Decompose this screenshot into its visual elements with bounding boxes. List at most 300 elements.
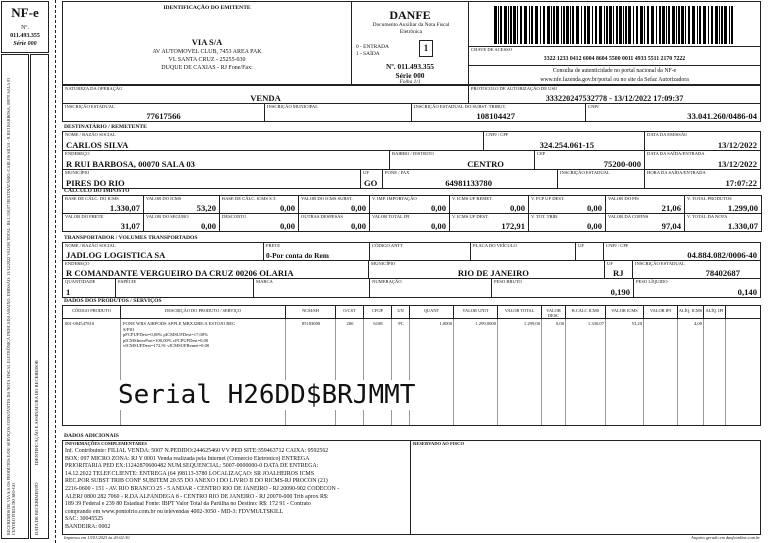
barcode-bar	[561, 6, 562, 44]
dest-endereco: R RUI BARBOSA, 00070 SALA 03	[66, 159, 195, 169]
table-cell: 1.299,00	[523, 321, 540, 326]
barcode-bar	[524, 6, 527, 44]
imposto-cell-label: V. IMP. IMPORTAÇÃO	[372, 196, 417, 201]
table-cell: 1.299,0000	[475, 321, 496, 326]
info-line: ALERJ 0800 282 7060 - R.DA ALFANDEGA 8 - CENTRO RIO DE JANEIRO - RJ 20070-000 Trib aprox R$:	[65, 493, 329, 500]
transp-mun-box	[368, 260, 605, 279]
adicionais-header: DADOS ADICIONAIS	[64, 433, 119, 439]
imposto-cell	[219, 195, 299, 214]
barcode-bar	[636, 6, 638, 44]
barcode-bar	[666, 6, 667, 44]
barcode-bar	[599, 6, 602, 44]
product-description-line: vICMSUFDest=172,91 vICMSUFRemet=0,00	[123, 343, 210, 348]
imposto-cell-value: 0,00	[509, 203, 525, 213]
imposto-cell-label: V. TOT. TRIB.	[531, 214, 559, 219]
column-header: CFOP	[364, 306, 392, 318]
transp-antt-label: CÓDIGO ANTT	[372, 243, 404, 248]
column-header: VALOR IPI	[644, 306, 678, 318]
imposto-cell	[528, 213, 606, 232]
emitente-box	[62, 1, 352, 85]
dest-saida-label: DATA DA SAÍDA/ENTRADA	[647, 151, 705, 156]
table-row[interactable]	[63, 321, 760, 371]
table-cell: PC	[398, 321, 404, 326]
imposto-cell-value: 0,00	[430, 203, 446, 213]
barcode-bar	[724, 6, 727, 44]
danfe-tipo-box	[419, 40, 433, 57]
imposto-cell-value: 0,00	[279, 221, 295, 231]
natureza-box	[62, 85, 469, 104]
imposto-header: CÁLCULO DO IMPOSTO	[64, 188, 130, 194]
table-cell: 85183000	[301, 321, 321, 326]
barcode-bar	[540, 6, 541, 44]
danfe-serie: Série 000	[395, 71, 425, 80]
dest-ie-label: INSCRIÇÃO ESTADUAL	[560, 170, 610, 175]
barcode-bar	[529, 6, 530, 44]
imposto-cell	[684, 195, 762, 214]
emitente-line1: AV AUTOMOVEL CLUB, 7453 AREA PAK	[152, 49, 262, 55]
barcode-bar	[556, 6, 559, 44]
dest-cep: 75200-000	[603, 159, 641, 169]
transp-qtd: 1	[66, 287, 71, 297]
protocolo-label: PROTOCOLO DE AUTORIZAÇÃO DE USO	[471, 86, 558, 91]
imposto-cell	[62, 213, 144, 232]
barcode-bar	[535, 6, 538, 44]
barcode-bar	[563, 6, 565, 44]
transp-placa-label: PLACA DO VEÍCULO	[473, 243, 517, 248]
info-text	[65, 448, 410, 532]
ie-label: INSCRIÇÃO ESTADUAL	[65, 104, 115, 109]
transp-qtd-label: QUANTIDADE	[65, 279, 96, 284]
transp-municipio: RIO DE JANEIRO	[457, 268, 529, 278]
info-box	[62, 440, 411, 535]
emitente-header: IDENTIFICAÇÃO DO EMITENTE	[163, 5, 251, 11]
dest-end-label: ENDEREÇO	[65, 151, 90, 156]
transp-uf: RJ	[613, 268, 624, 278]
iest-value: 108104427	[476, 111, 515, 121]
chave-label: CHAVE DE ACESSO	[471, 47, 513, 52]
stub-signature-box[interactable]	[30, 54, 49, 539]
barcode-bar	[494, 6, 497, 44]
transp-uf2-label: UF	[607, 261, 613, 266]
imposto-cell-label: OUTRAS DESPESAS	[301, 214, 343, 219]
table-cell: 4,00	[693, 321, 702, 326]
emitente-line3: DUQUE DE CAXIAS - RJ Fone/Fax:	[161, 65, 253, 71]
danfe-box	[351, 1, 469, 85]
barcode-bar	[604, 6, 605, 44]
transp-ie-box	[632, 260, 761, 279]
transp-uf2-box	[604, 260, 633, 279]
imposto-cell-label: VALOR DO ICMS SUBST.	[301, 196, 353, 201]
ie-box	[62, 103, 265, 122]
table-cell: 53,20	[631, 321, 642, 326]
danfe-tipo: 1	[423, 43, 429, 53]
imposto-cell-value: 0,00	[350, 203, 366, 213]
table-cell: 0,00	[555, 321, 564, 326]
barcode-bar	[531, 6, 533, 44]
imposto-cell-label: V. ICMS UF DEST.	[452, 214, 489, 219]
barcode-bar	[656, 6, 657, 44]
table-cell: 1.330,07	[587, 321, 604, 326]
barcode-bar	[647, 6, 649, 44]
footer-right: Arquivo gerado em danfeonline.com.br	[691, 535, 760, 540]
imposto-cell-label: BASE DE CÁLC. DO ICMS	[65, 196, 119, 201]
barcode-bar	[623, 6, 624, 44]
dest-uf-box	[360, 169, 383, 189]
dest-emissao-label: DATA DA EMISSÃO	[647, 132, 688, 137]
transp-num-label: NUMERAÇÃO	[372, 279, 402, 284]
info-line: PRIORITARIA PED EX:11242870600482 NUM.SEQUENCIAL: 5007-0000000-0 DATA DE ENTREGA:	[65, 463, 319, 470]
im-label: INSCRIÇÃO MUNICIPAL	[267, 104, 319, 109]
column-header: UN	[392, 306, 410, 318]
stub-receipt-text: RECEBEMOS DE VIA S/A OS PRODUTOS E/OU SERVIÇOS CONSTANTES DA NOTA FISCAL ELETRÔNICA INDICADA ABAIXO. EMISSÃO: 13/12/2022 VALOR TOTAL: R$ 1.330,07 DESTINATÁRIO: CARLOS SILVA - R RUI BARBOSA, 00070 SALA 03 CENTRO PIRES DO RIO-GO	[6, 77, 16, 535]
imposto-cell	[528, 195, 606, 214]
transp-pl-label: PESO LÍQUIDO	[636, 279, 668, 284]
imposto-cell	[684, 213, 762, 232]
dest-emissao-box	[644, 131, 761, 151]
transp-esp-box	[115, 278, 254, 298]
table-cell: 001-004547810	[65, 321, 95, 326]
imposto-cell-value: 53,20	[196, 203, 216, 213]
column-header: QUANT	[410, 306, 454, 318]
column-header: VALOR DESC	[542, 306, 566, 318]
cnpj-label: CNPJ	[588, 104, 599, 109]
danfe-folha: Folha 1/1	[399, 79, 421, 85]
iest-label: INSCRIÇÃO ESTADUAL DO SUBST. TRIBUT.	[414, 104, 507, 109]
dest-uf: GO	[364, 178, 378, 188]
product-description-line: pFCPUFDest=0,00% pICMSUFDest=17,00%	[123, 332, 208, 337]
imposto-cell	[298, 195, 370, 214]
imposto-cell	[369, 195, 450, 214]
transp-end-label: ENDEREÇO	[65, 261, 90, 266]
imposto-cell-label: VALOR DO FRETE	[65, 214, 104, 219]
barcode-box	[468, 1, 761, 47]
dest-nome-box	[62, 131, 484, 151]
barcode-bar	[678, 6, 680, 44]
barcode-bar	[551, 6, 552, 44]
stub-identificacao: IDENTIFICAÇÃO E ASSINATURA DO RECEBEDOR	[34, 360, 39, 465]
im-box	[264, 103, 412, 122]
produtos-header-row	[63, 306, 760, 319]
transp-num-box	[369, 278, 492, 298]
chave-value: 3322 1233 0412 6004 8604 5500 0011 4933 5511 2170 7222	[543, 56, 686, 62]
barcode-bar	[508, 6, 509, 44]
info-line: REC.POR SUBST TRIB CONF SUBITEM 20.55 DO ANEXO I DO LIVRO II DO RICMS-RJ PROCON (21)	[65, 478, 328, 485]
barcode-bar	[498, 6, 499, 44]
stub-number-label: Nº.	[21, 25, 29, 31]
imposto-cell	[143, 195, 220, 214]
dest-nome-label: NOME / RAZÃO SOCIAL	[65, 132, 116, 137]
natureza-label: NATUREZA DA OPERAÇÃO	[65, 86, 123, 91]
barcode	[494, 6, 734, 44]
transp-pb: 0,190	[610, 287, 630, 297]
stub-nfe-box	[1, 1, 49, 53]
imposto-cell-label: V. FCP UF DEST.	[531, 196, 565, 201]
barcode-bar	[500, 6, 502, 44]
transp-esp-label: ESPÉCIE	[118, 279, 137, 284]
transp-pl-box	[633, 278, 761, 298]
produtos-table	[62, 305, 761, 426]
barcode-bar	[616, 6, 618, 44]
danfe-entrada: 0 - ENTRADA	[356, 44, 389, 50]
table-cell: 6108	[373, 321, 383, 326]
barcode-bar	[510, 6, 512, 44]
dest-bairro: CENTRO	[467, 159, 504, 169]
barcode-bar	[584, 6, 586, 44]
transp-uf-box	[575, 242, 604, 261]
imposto-cell-value: 0,00	[200, 221, 216, 231]
dest-cpf-label: CNPJ / CPF	[486, 132, 509, 137]
barcode-bar	[581, 6, 582, 44]
dest-fone: 64981133780	[445, 178, 492, 188]
transp-pb-label: PESO BRUTO	[494, 279, 522, 284]
imposto-cell-label: V. ICMS UF REMET.	[452, 196, 493, 201]
transp-frete-label: FRETE	[266, 243, 281, 248]
barcode-bar	[619, 6, 622, 44]
info-line: 14.12.2022 TELEF.CLIENTE: ENTREGA (64 )98113-3780 LOCALIZAÇÃO: SR JOALHEIROS ICMS	[65, 470, 315, 477]
transporte-header: TRANSPORTADOR / VOLUMES TRANSPORTADOS	[64, 235, 198, 241]
chave-box[interactable]	[468, 46, 761, 66]
info-line: comprando em www.pontofrio.com.br ou televendas 4002-3050 - MD-3: FDVMULTSKILL	[65, 508, 284, 515]
imposto-cell-value: 1.330,07	[727, 221, 758, 231]
barcode-bar	[609, 6, 612, 44]
transp-razao-box	[62, 242, 264, 261]
column-header: NCM/SH	[286, 306, 336, 318]
barcode-bar	[731, 6, 733, 44]
transp-cnpj-box	[603, 242, 761, 261]
column-header: ALÍQ. ICMS	[678, 306, 704, 318]
barcode-bar	[572, 6, 574, 44]
info-line: SAC: 30045525	[65, 516, 104, 523]
column-header: ALÍQ. IPI	[704, 306, 726, 318]
stub-series: Série 000	[13, 41, 37, 47]
dest-cep-box	[534, 150, 645, 170]
ie-value: 77617566	[146, 111, 181, 121]
barcode-bar	[685, 6, 686, 44]
barcode-bar	[721, 6, 723, 44]
barcode-bar	[729, 6, 730, 44]
column-header: DESCRIÇÃO DO PRODUTO / SERVIÇO	[121, 306, 286, 318]
imposto-cell-value: 172,91	[501, 221, 525, 231]
imposto-cell-value: 21,06	[661, 203, 681, 213]
dest-mun-box	[62, 169, 361, 189]
imposto-cell-value: 1.299,00	[727, 203, 758, 213]
danfe-saida: 1 - SAÍDA	[356, 51, 380, 57]
dest-hora-box	[644, 169, 761, 189]
dest-emissao: 13/12/2022	[717, 140, 757, 150]
imposto-cell	[62, 195, 144, 214]
imposto-cell-label: VALOR TOTAL IPI	[372, 214, 410, 219]
imposto-cell-label: DESCONTO	[222, 214, 247, 219]
product-description-line: FONE WRS AIRPODS APPLE MRXJ2BE/A ESTOJO REC	[123, 321, 236, 326]
barcode-bar	[587, 6, 590, 44]
transp-cnpj-label: CNPJ / CPF	[606, 243, 629, 248]
barcode-bar	[644, 6, 645, 44]
transp-ie: 78402687	[705, 268, 740, 278]
imposto-cell	[605, 213, 685, 232]
dest-nome: CARLOS SILVA	[66, 140, 129, 150]
stub-number: 011.493.355	[10, 33, 40, 39]
stub-title: NF-e	[11, 5, 39, 20]
column-header: VALOR TOTAL	[498, 306, 542, 318]
barcode-bar	[715, 6, 718, 44]
barcode-bar	[553, 6, 555, 44]
barcode-bar	[520, 6, 522, 44]
info-line: BOX: 097 MICRO ZONA: RJ Y 0001 Venda realizada pela Internet (Comercio Eletronico) ENTREGA	[65, 455, 310, 462]
transp-razao: JADLOG LOGISTICA SA	[66, 250, 166, 260]
barcode-bar	[613, 6, 614, 44]
imposto-cell-value: 97,04	[661, 221, 681, 231]
dest-end-box	[62, 150, 390, 170]
barcode-bar	[659, 6, 661, 44]
barcode-bar	[651, 6, 654, 44]
iest-box	[411, 103, 586, 122]
barcode-bar	[719, 6, 720, 44]
barcode-bar	[513, 6, 516, 44]
info-line: BANDEIRA: 0002	[65, 523, 111, 530]
barcode-bar	[566, 6, 569, 44]
imposto-cell-label: VALOR DO PIS	[608, 196, 639, 201]
barcode-bar	[633, 6, 634, 44]
barcode-bar	[681, 6, 684, 44]
imposto-cell-value: 0,00	[350, 221, 366, 231]
table-cell: 200	[346, 321, 354, 326]
product-description	[123, 321, 284, 349]
column-header: O/CST	[336, 306, 364, 318]
transp-qtd-box	[62, 278, 116, 298]
dest-uf-label: UF	[363, 170, 369, 175]
imposto-cell	[449, 195, 529, 214]
danfe-subtitle: Documento Auxiliar da Nota Fiscal Eletrônica	[372, 22, 450, 35]
transp-cnpj: 04.884.082/0006-40	[687, 250, 757, 260]
protocolo-box	[468, 85, 761, 104]
imposto-cell-value: 1.330,07	[109, 203, 140, 213]
imposto-cell-value: 0,00	[586, 221, 602, 231]
transp-frete-box	[263, 242, 370, 261]
consulta-line1: Consulta de autenticidade no portal nacional da NF-e	[552, 68, 677, 74]
transp-mun-label: MUNICÍPIO	[371, 261, 396, 266]
destinatario-header: DESTINATÁRIO / REMETENTE	[64, 124, 147, 130]
barcode-bar	[543, 6, 545, 44]
dest-cpf-box	[483, 131, 645, 151]
info-line: 189 39 Federal e 239 80 Estadual Fonte: IBPT Valor Total da Partilha no Destino: R$: 172 91 - Contrato	[65, 501, 311, 508]
stub-data-recebimento: DATA DE RECEBIMENTO	[34, 482, 39, 535]
cut-line	[55, 0, 56, 543]
info-line: 2216-0600 - 151 - AV. RIO BRANCO 25 - 5 ANDAR - CENTRO RIO DE JANEIRO - RJ 20090-902 CODECON -	[65, 485, 340, 492]
dest-bairro-box	[389, 150, 535, 170]
imposto-cell-label: V. TOTAL DA NOTA	[687, 214, 728, 219]
column-header: CÓDIGO PRODUTO	[63, 306, 121, 318]
transp-ie-label: INSCRIÇÃO ESTADUAL	[635, 261, 685, 266]
barcode-bar	[628, 6, 631, 44]
transp-marca-box	[253, 278, 370, 298]
column-header: VALOR ICMS	[606, 306, 644, 318]
imposto-cell	[449, 213, 529, 232]
dest-bairro-label: BAIRRO / DISTRITO	[392, 151, 434, 156]
info-line: Inf. Contribuinte: FILIAL VENDA: 5007 N.PEDIDO:244625460 VV PED SITE:359463712 CAIXA: 9592562	[65, 448, 329, 454]
barcode-bar	[640, 6, 643, 44]
transp-antt-box	[369, 242, 471, 261]
emitente-name: VIA S/A	[191, 37, 223, 47]
imposto-cell-value: 0,00	[430, 221, 446, 231]
column-header: VALOR UNIT	[454, 306, 498, 318]
footer-left: Impresso em 13/01/2023 às 20:02:30	[64, 535, 130, 540]
barcode-bar	[692, 6, 695, 44]
natureza-value: VENDA	[250, 93, 281, 103]
column-header: B.CÁLC ICMS	[566, 306, 606, 318]
cnpj-box	[585, 103, 761, 122]
barcode-bar	[688, 6, 690, 44]
info-label: INFORMAÇÕES COMPLEMENTARES	[65, 441, 147, 446]
reservado-label: RESERVADO AO FISCO	[413, 441, 465, 446]
table-cell: 1,0000	[439, 321, 452, 326]
barcode-bar	[703, 6, 706, 44]
transp-uf-label: UF	[578, 243, 584, 248]
transp-razao-label: NOME / RAZÃO SOCIAL	[65, 243, 116, 248]
dest-saida: 13/12/2022	[717, 159, 757, 169]
dest-hora: 17:07:22	[725, 178, 757, 188]
barcode-bar	[697, 6, 698, 44]
imposto-cell-label: V. TOTAL PRODUTOS	[687, 196, 732, 201]
barcode-bar	[576, 6, 579, 44]
consulta-box	[468, 65, 761, 85]
cnpj-value: 33.041.260/0486-04	[687, 111, 757, 121]
barcode-bar	[625, 6, 627, 44]
imposto-cell-label: VALOR DA COFINS	[608, 214, 649, 219]
transp-endereco: R COMANDANTE VERGUEIRO DA CRUZ 00206 OLARIA	[66, 268, 294, 278]
protocolo-value: 333220247532778 - 13/12/2022 17:09:37	[545, 94, 684, 103]
imposto-cell-value: 0,00	[279, 203, 295, 213]
danfe-numero: Nº. 011.493.355	[385, 62, 435, 71]
barcode-bar	[517, 6, 518, 44]
product-description-line: S/FIO	[123, 326, 135, 332]
imposto-cell-label: VALOR DO SEGURO	[146, 214, 189, 219]
serial-text: Serial H26DD$BRJMMT	[118, 380, 416, 410]
imposto-cell-value: 31,07	[120, 221, 140, 231]
barcode-bar	[547, 6, 550, 44]
dest-hora-label: HORA DA SAÍDA/ENTRADA	[647, 170, 706, 175]
barcode-bar	[662, 6, 665, 44]
barcode-bar	[570, 6, 571, 44]
imposto-cell	[369, 213, 450, 232]
transp-frete: 0-Por conta do Rem	[266, 251, 329, 260]
imposto-cell-label: BASE DE CÁLC. ICMS S.T.	[222, 196, 277, 201]
consulta-line2: www.nfe.fazenda.gov.br/portal ou no site da Sefaz Autorizadora	[540, 77, 689, 83]
dest-municipio: PIRES DO RIO	[66, 178, 125, 188]
dest-fone-label: FONE / FAX	[385, 170, 410, 175]
imposto-cell	[219, 213, 299, 232]
transp-placa-box	[470, 242, 576, 261]
produtos-header: DADOS DOS PRODUTOS / SERVIÇOS	[64, 298, 162, 304]
emitente-line2: VL SANTA CRUZ - 25255-030	[168, 57, 246, 63]
barcode-bar	[711, 6, 713, 44]
transp-pl: 0,140	[737, 287, 757, 297]
dest-fone-box	[382, 169, 558, 189]
barcode-bar	[592, 6, 593, 44]
barcode-bar	[595, 6, 597, 44]
imposto-cell	[605, 195, 685, 214]
dest-saida-box	[644, 150, 761, 170]
dest-ie-box	[557, 169, 645, 189]
barcode-bar	[672, 6, 675, 44]
barcode-bar	[708, 6, 709, 44]
barcode-bar	[699, 6, 701, 44]
transp-end-box	[62, 260, 369, 279]
imposto-cell-value: 0,00	[586, 203, 602, 213]
imposto-cell-label: VALOR DO ICMS	[146, 196, 182, 201]
barcode-bar	[504, 6, 507, 44]
product-description-line: pICMSInterPart=100,00% vFCPUFDest=0,00	[123, 337, 209, 343]
barcode-bar	[606, 6, 608, 44]
